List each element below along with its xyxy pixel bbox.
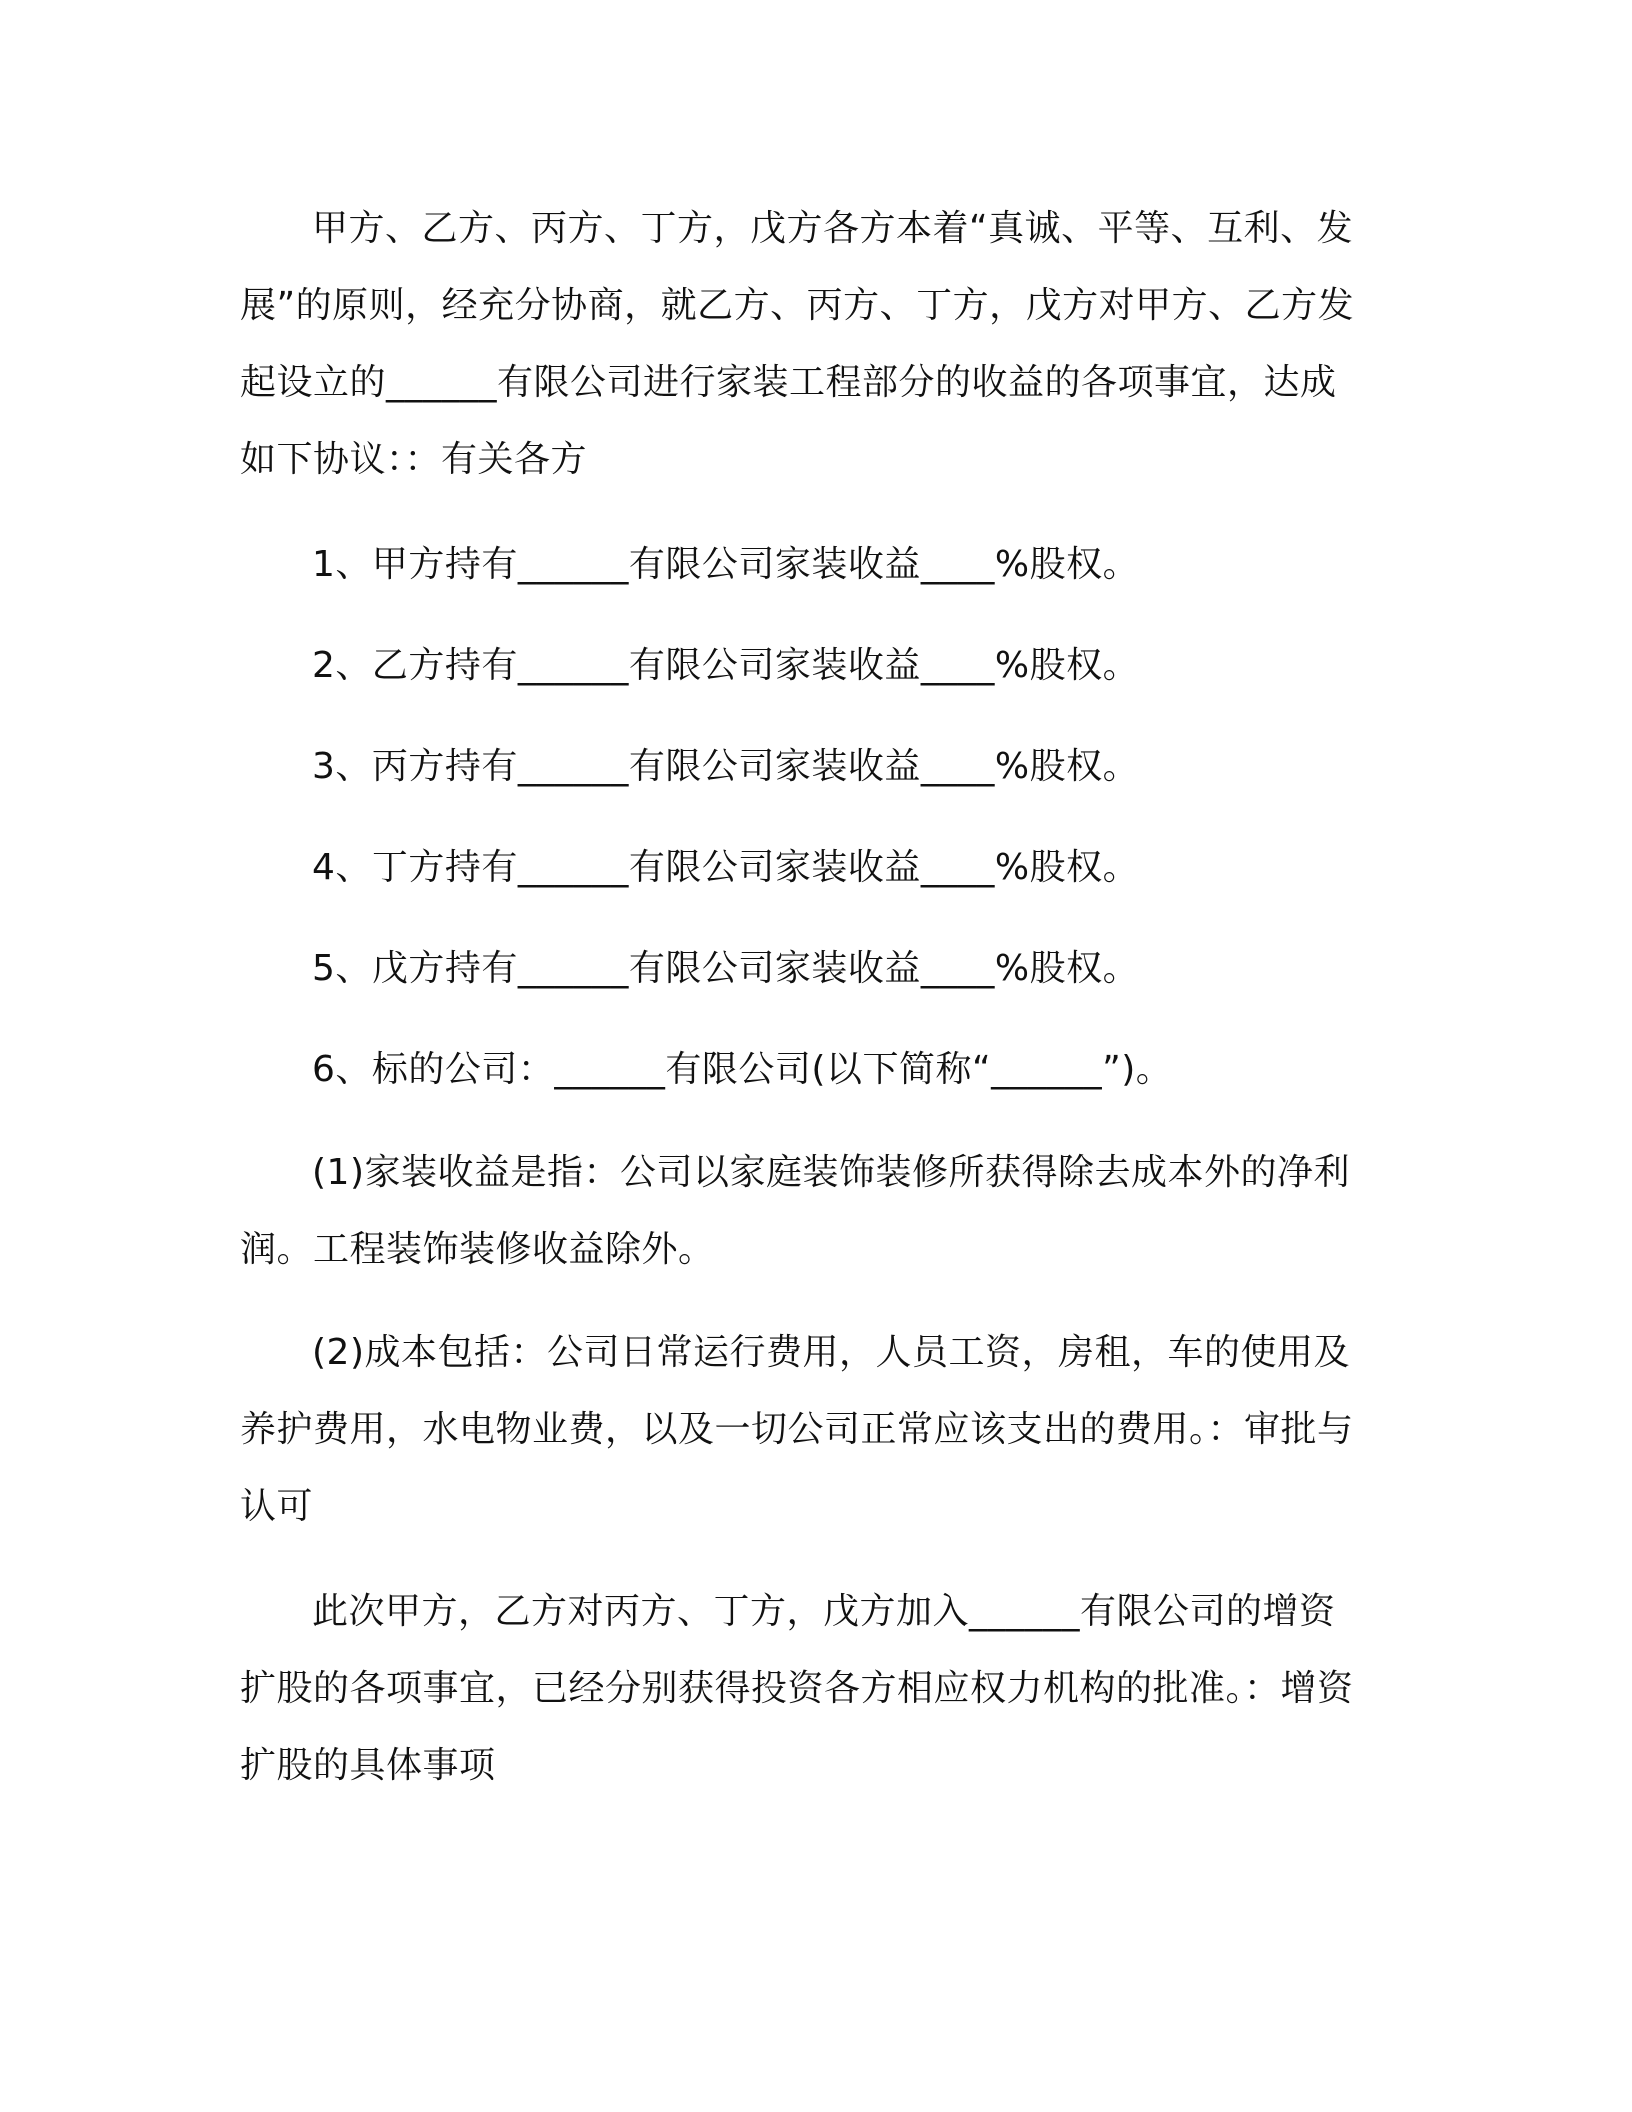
clause-3: 3、丙方持有______有限公司家装收益____%股权。 bbox=[312, 746, 1140, 787]
clause-5: 5、戊方持有______有限公司家装收益____%股权。 bbox=[312, 948, 1140, 989]
document-body bbox=[240, 190, 1370, 1804]
subclause-2: (2)成本包括：公司日常运行费用，人员工资，房租，车的使用及养护费用，水电物业费，以及一切公司正常应该支出的费用。：审批与认可 bbox=[240, 1332, 1354, 1527]
subclause-1: (1)家装收益是指：公司以家庭装饰装修所获得除去成本外的净利润。工程装饰装修收益除外。 bbox=[240, 1152, 1350, 1270]
clause-4: 4、丁方持有______有限公司家装收益____%股权。 bbox=[312, 847, 1140, 888]
paragraph-approval: 此次甲方，乙方对丙方、丁方，戊方加入______有限公司的增资扩股的各项事宜，已经分别获得投资各方相应权力机构的批准。：增资扩股的具体事项 bbox=[240, 1591, 1354, 1786]
clause-6: 6、标的公司：______有限公司(以下简称“______”)。 bbox=[312, 1049, 1173, 1090]
clause-2: 2、乙方持有______有限公司家装收益____%股权。 bbox=[312, 645, 1140, 686]
paragraph-preamble: 甲方、乙方、丙方、丁方，戊方各方本着“真诚、平等、互利、发展”的原则，经充分协商，就乙方、丙方、丁方，戊方对甲方、乙方发起设立的______有限公司进行家装工程部分的收益的各项事宜，达成如下协议：：有关各方 bbox=[240, 208, 1355, 480]
clause-1: 1、甲方持有______有限公司家装收益____%股权。 bbox=[312, 544, 1140, 585]
